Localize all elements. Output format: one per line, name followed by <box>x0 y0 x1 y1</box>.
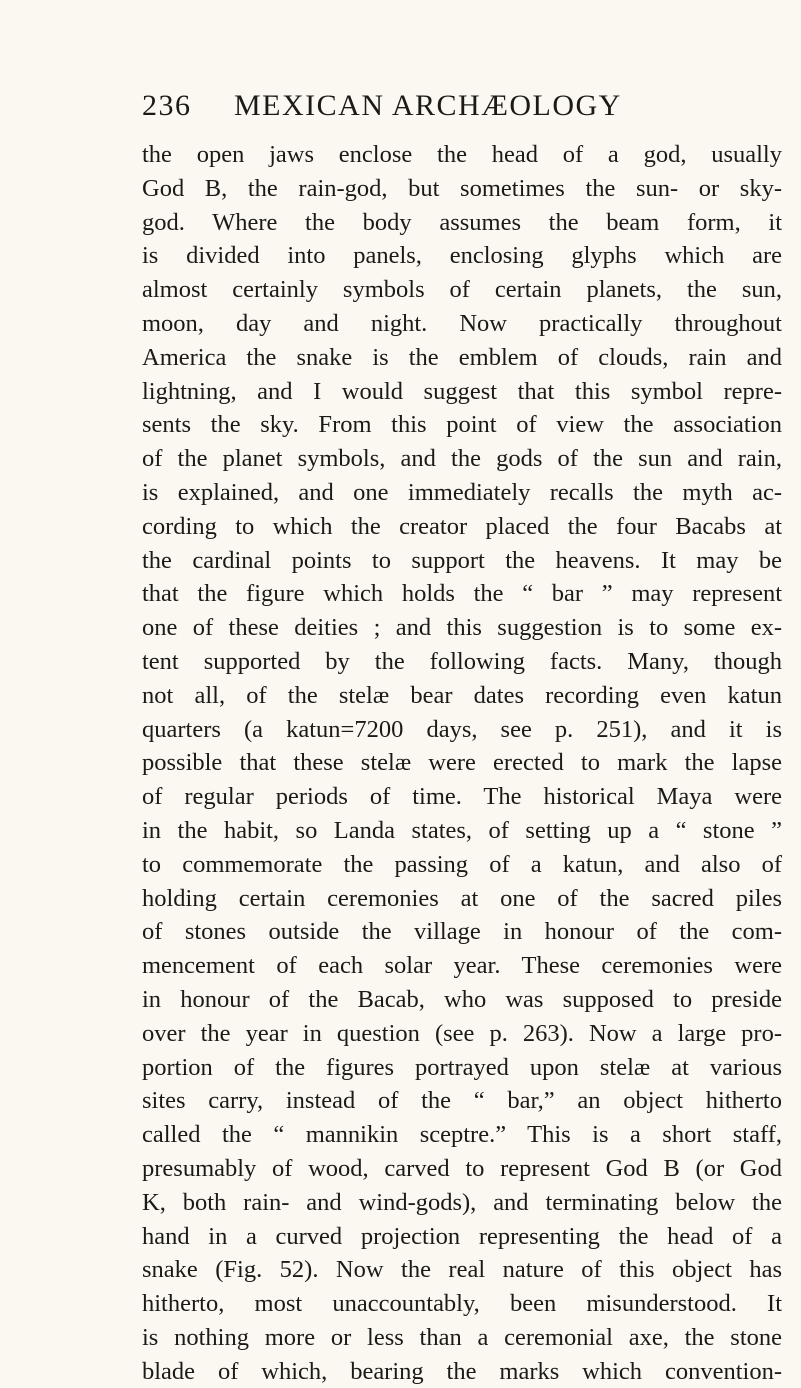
text-line: the cardinal points to support the heavens. It may be <box>142 546 782 574</box>
text-line: hand in a curved projection representing the head of a <box>142 1222 782 1250</box>
text-line: God B, the rain-god, but sometimes the sun- or sky- <box>142 174 782 202</box>
text-line: is divided into panels, enclosing glyphs which are <box>142 242 782 270</box>
body-text <box>142 138 782 1388</box>
text-line: that the figure which holds the “ bar ” may represent <box>142 580 782 608</box>
text-line: hitherto, most unaccountably, been misunderstood. It <box>142 1290 782 1318</box>
text-line: cording to which the creator placed the four Bacabs at <box>142 512 782 540</box>
text-line: tent supported by the following facts. Many, though <box>142 647 782 675</box>
text-line: America the snake is the emblem of clouds, rain and <box>142 343 782 371</box>
text-line: one of these deities ; and this suggestion is to some ex- <box>142 614 782 642</box>
text-line: not all, of the stelæ bear dates recording even katun <box>142 681 782 709</box>
text-line: possible that these stelæ were erected to mark the lapse <box>142 749 782 777</box>
text-line: lightning, and I would suggest that this symbol repre- <box>142 377 782 405</box>
text-line: of the planet symbols, and the gods of the sun and rain, <box>142 445 782 473</box>
text-line: sents the sky. From this point of view the association <box>142 411 782 439</box>
text-line: presumably of wood, carved to represent God B (or God <box>142 1154 782 1182</box>
text-line: mencement of each solar year. These ceremonies were <box>142 952 782 980</box>
page-number: 236 <box>142 89 192 122</box>
running-head <box>142 86 782 126</box>
text-line: sites carry, instead of the “ bar,” an object hitherto <box>142 1087 782 1115</box>
text-line: of regular periods of time. The historical Maya were <box>142 783 782 811</box>
running-title: MEXICAN ARCHÆOLOGY <box>234 89 622 122</box>
text-line: the open jaws enclose the head of a god, usually <box>142 141 782 168</box>
text-line: god. Where the body assumes the beam form, it <box>142 208 782 236</box>
text-line: in the habit, so Landa states, of setting up a “ stone ” <box>142 816 782 844</box>
text-line: quarters (a katun=7200 days, see p. 251), and it is <box>142 715 782 743</box>
text-line: to commemorate the passing of a katun, and also of <box>142 850 782 878</box>
text-line: snake (Fig. 52). Now the real nature of this object has <box>142 1256 782 1284</box>
text-line: blade of which, bearing the marks which convention- <box>142 1357 782 1385</box>
text-line: in honour of the Bacab, who was supposed to preside <box>142 985 782 1013</box>
text-line: is explained, and one immediately recalls the myth ac- <box>142 478 782 506</box>
text-line: portion of the figures portrayed upon stelæ at various <box>142 1053 782 1081</box>
text-line: of stones outside the village in honour of the com- <box>142 918 782 946</box>
text-line: holding certain ceremonies at one of the sacred piles <box>142 884 782 912</box>
text-line: almost certainly symbols of certain planets, the sun, <box>142 276 782 304</box>
text-line: K, both rain- and wind-gods), and terminating below the <box>142 1188 782 1216</box>
text-line: is nothing more or less than a ceremonial axe, the stone <box>142 1323 782 1351</box>
text-line: called the “ mannikin sceptre.” This is a short staff, <box>142 1121 782 1149</box>
text-line: over the year in question (see p. 263). Now a large pro- <box>142 1019 782 1047</box>
text-line: moon, day and night. Now practically throughout <box>142 309 782 337</box>
